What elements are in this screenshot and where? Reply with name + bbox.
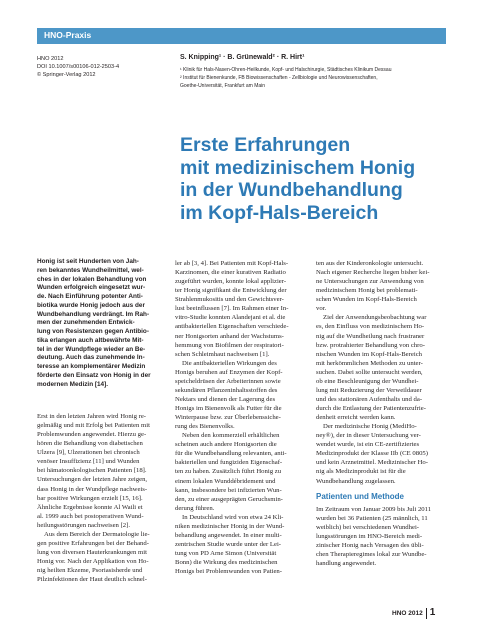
text-line: durch die Entlastung der Patientenzufrie- [316, 405, 426, 412]
text-line: dass Honig in der Wundpflege nachweis- [37, 485, 148, 493]
text-line: modernen Medizin [14]. [37, 380, 109, 388]
affiliation-line: ¹ Klinik für Hals-Nasen-Ohren-Heilkunde, Kopf- und Halschirurgie, Städtisches Klinikum Dessau [180, 67, 392, 73]
copyright: © Springer-Verlag 2012 [37, 72, 96, 78]
text-line: tel in der Wundpflege wieder an Be- [37, 345, 146, 353]
text-line: zugeführt wurden, konnte lokal applizier- [175, 278, 287, 286]
text-line: den, zu einer ausgeprägten Geruchsmin- [175, 495, 283, 503]
text-line: schen Wunden im Kopf-Hals-Bereich [316, 296, 417, 304]
text-line: biotika wurde Honig jedoch aus der [37, 301, 145, 309]
text-line: Ziel der Anwendungsbeobachtung war [323, 314, 427, 322]
text-line: ler ab [3, 4]. Bei Patienten mit Kopf-Hals- [175, 260, 289, 267]
text-line: kann, insbesondere bei infizierten Wun- [175, 486, 282, 494]
text-line: ob eine Beschleunigung der Wundhei- [316, 377, 419, 385]
text-line: chen Therapieregimes lokal zur Wundbe- [316, 550, 427, 558]
title-line: Erste Erfahrungen [180, 134, 351, 156]
text-line: hemmung von Biofilmen der respiratori- [175, 341, 284, 349]
text-line: bar positive Wirkungen erzielt [15, 16]. [37, 494, 143, 502]
text-line: gen positive Erfahrungen bei der Behand- [37, 539, 149, 547]
text-line: scheinen auch andere Honigsorten die [175, 441, 277, 449]
text-line: derung führen. [175, 504, 215, 512]
text-line: speicheldrüsen der Arbeiterinnen sowie [175, 377, 281, 385]
text-line: Wundbehandlung zugelassen. [316, 477, 396, 485]
text-line: behandlung angewendet. In einer multi- [175, 531, 282, 539]
text-line: venöser Insuffizienz [11] und Wunden [37, 458, 140, 466]
body-column-1 [37, 412, 164, 584]
text-line: Der medizinische Honig (MediHo- [323, 423, 417, 431]
text-line: es, den Einfluss von medizinischem Ho- [316, 323, 425, 331]
text-line: gelmäßig und mit Erfolg bei Patienten mit [37, 422, 150, 430]
footer-journal: HNO 2012 [392, 610, 423, 617]
text-line: hören die Behandlung von diabetischen [37, 440, 143, 448]
text-line: Wunden erfolgreich eingesetzt wur- [37, 284, 146, 292]
text-line: nig heilten Ekzeme, Psoriasisherde und [37, 567, 143, 575]
text-line: bakteriellen und fungiziden Eigenschaf- [175, 459, 283, 467]
title-line: in der Wundbehandlung [180, 179, 403, 201]
text-line: deutung. Auch das zunehmende In- [37, 354, 145, 362]
text-line: förderte den Einsatz von Honig in der [37, 371, 151, 379]
text-line: lungsstörungen im HNO-Bereich medi- [316, 532, 423, 540]
title-line: mit medizinischem Honig [180, 156, 416, 179]
article-title [180, 134, 450, 224]
text-line: vitro-Studie konnten Alandejani et al. die [175, 314, 286, 322]
text-line: mit herkömmlichen Methoden zu unter- [316, 359, 423, 367]
page-footer [392, 607, 435, 619]
text-line: nig auf die Wundheilung nach frustraner [316, 332, 425, 340]
text-line: bei hämatoonkologischen Patienten [18]. [37, 467, 147, 475]
text-line: ches in der lokalen Behandlung von [37, 275, 147, 283]
text-line: heilungsstörungen nachweisen [2]. [37, 521, 131, 529]
text-line: Ulzera [9], Ulzerationen bei chronisch [37, 449, 140, 457]
text-line: Nektars und dienen der Lagerung des [175, 395, 276, 403]
text-line: Untersuchungen der letzten Jahre zeigen, [37, 476, 148, 484]
text-line: zinischer Honig nach Versagen des übli- [316, 541, 424, 549]
text-line: ten zu haben. Zusätzlich führt Honig zu [175, 468, 282, 476]
text-line: Aus dem Bereich der Dermatologie lie- [44, 530, 150, 538]
text-line: Honigs beruhen auf Enzymen der Kopf- [175, 368, 283, 376]
section-heading: Patienten und Methode [316, 491, 404, 501]
text-line: ney®), der in dieser Untersuchung ver- [316, 432, 421, 440]
text-line: nig als Medizinprodukt ist für die [316, 468, 406, 476]
text-line: lust beeinflussen [7]. Im Rahmen einer In- [175, 305, 289, 313]
text-line: Bonn) die Wirkung des medizinischen [175, 559, 278, 567]
text-line: Im Zeitraum von Januar 2009 bis Juli 2011 [316, 505, 432, 513]
text-line: suchen. Dabei sollte untersucht werden, [316, 368, 423, 376]
text-line: wendet wurde, ist ein CE-zertifiziertes [316, 441, 420, 449]
text-line: ner Honigsorten anhand der Wachstums- [175, 332, 284, 340]
page-number: 1 [429, 607, 436, 618]
text-line: rung des Bienenvolks. [175, 423, 235, 431]
text-line: und kein Arzneimittel. Medizinischer Ho- [316, 459, 428, 467]
text-line: handlung angewendet. [316, 560, 377, 567]
text-line: denheit erreicht werden kann. [316, 414, 396, 422]
journal-line: HNO 2012 [37, 56, 64, 62]
text-line: schen Schleimhaut nachweisen [1]. [175, 350, 270, 358]
text-line: Wundbehandlung verdrängt. Im Rah- [37, 310, 150, 318]
text-line: tung von PD Arne Simon (Universität [175, 550, 277, 557]
text-line: Winterpause bzw. zur Überlebenssiche- [175, 414, 281, 422]
authors: S. Knipping¹ · B. Grünewald² · R. Hirt¹ [180, 54, 305, 61]
text-line: niken medizinischer Honig in der Wund- [175, 522, 285, 530]
text-line: ren bekanntes Wundheilmittel, wel- [37, 266, 144, 274]
title-line: im Kopf-Hals-Bereich [180, 201, 379, 224]
doi: DOI 10.1007/s00106-012-2503-4 [37, 64, 120, 70]
text-line: Medizinprodukt der Klasse IIb (CE 0805) [316, 450, 428, 458]
text-line: für die Wundbehandlung relevanten, anti- [175, 450, 287, 458]
text-line: tika erlangen auch altbewährte Mit- [37, 336, 144, 344]
abstract [37, 258, 163, 389]
text-line: Honigs bei Problemwunden von Patien- [175, 568, 282, 576]
text-line: ter Honig signifikant die Entwicklung der [175, 287, 287, 295]
text-line: al. 1999 auch bei postoperativen Wund- [37, 512, 144, 520]
body-column-3 [316, 259, 448, 568]
text-line: nischen Wunden im Kopf-Hals-Bereich [316, 350, 423, 358]
text-line: Problemwunden angewendet. Hierzu ge- [37, 431, 147, 439]
text-line: weiblich) bei verschiedenen Wundhei- [316, 523, 420, 531]
text-line: lung von diversen Hauterkrankungen mit [37, 548, 147, 556]
text-line: Strahlenmukositis und den Gewichtsver- [175, 296, 284, 304]
text-line: de. Nach Einführung potenter Anti- [37, 293, 143, 300]
affiliations [180, 66, 445, 90]
text-line: men der zunehmenden Entwick- [37, 319, 135, 327]
text-line: Die antibakteriellen Wirkungen des [182, 359, 277, 367]
body-column-2 [175, 259, 305, 576]
text-line: und des stationären Aufenthalts und da- [316, 395, 423, 403]
text-line: lung mit Reduzierung der Verweildauer [316, 386, 422, 394]
text-line: vor. [316, 305, 327, 313]
text-line: antibakteriellen Eigenschaften verschiede- [175, 323, 289, 331]
text-line: In Deutschland wird von etwa 24 Kli- [182, 513, 284, 521]
text-line: ten aus der Kinderonkologie untersucht. [316, 260, 424, 267]
text-line: zentrischen Studie wurde unter der Lei- [175, 540, 282, 548]
section-label: HNO-Praxis [44, 30, 92, 40]
text-line: Neben den kommerziell erhältlichen [182, 432, 280, 440]
affiliation-line: Goethe-Universität, Frankfurt am Main [180, 83, 266, 89]
text-line: bzw. protrahierter Behandlung von chro- [316, 341, 425, 349]
text-line: Ähnliche Ergebnisse konnte Al Waili et [37, 503, 143, 511]
text-line: sekundären Pflanzeninhaltsstoffen des [175, 386, 278, 394]
text-line: lung von Resistenzen gegen Antibio- [37, 328, 149, 335]
text-line: einem lokalen Wunddébridement und [175, 477, 276, 485]
affiliation-line: ² Institut für Bienenkunde, FB Biowissenschaften - Zellbiologie und Neurowissenschaften, [180, 75, 378, 81]
text-line: ne Untersuchungen zur Anwendung von [316, 278, 424, 286]
text-line: Honig ist seit Hunderten von Jah- [37, 258, 139, 265]
section-header-bar [37, 28, 446, 44]
text-line: wurden bei 36 Patienten (25 männlich, 11 [316, 514, 428, 522]
text-line: Pilzinfektionen der Haut deutlich schnel- [37, 576, 147, 584]
footer-separator [426, 608, 427, 619]
text-line: Nach eigener Recherche liegen bisher kei- [316, 269, 430, 277]
article-meta [37, 55, 137, 79]
text-line: Erst in den letzten Jahren wird Honig re- [37, 413, 147, 420]
text-line: Karzinomen, die einer kurativen Radiatio [175, 269, 286, 277]
text-line: medizinischem Honig bei problemati- [316, 287, 418, 295]
text-line: Honigs im Bienenvolk als Futter für die [175, 405, 282, 412]
text-line: Honig vor. Nach der Applikation von Ho- [37, 558, 149, 565]
text-line: teresse an komplementärer Medizin [37, 363, 146, 370]
